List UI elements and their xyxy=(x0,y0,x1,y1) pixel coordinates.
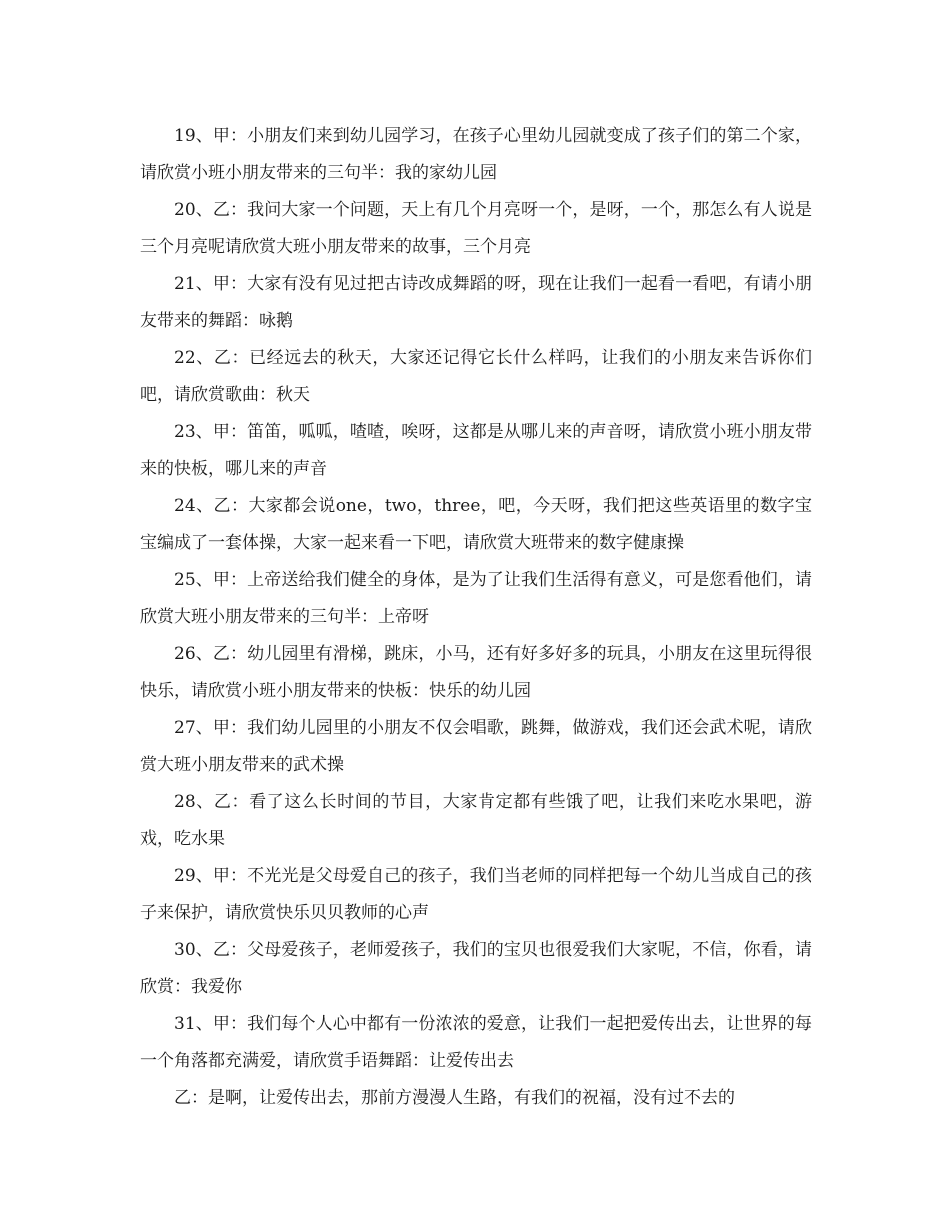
paragraph-21: 21、甲：大家有没有见过把古诗改成舞蹈的呀，现在让我们一起看一看吧，有请小朋友带来的舞蹈：咏鹅 xyxy=(140,274,812,331)
document-body xyxy=(140,118,812,1117)
paragraph-23: 23、甲：笛笛，呱呱，喳喳，唉呀，这都是从哪儿来的声音呀，请欣赏小班小朋友带来的快板，哪儿来的声音 xyxy=(140,422,812,479)
paragraph-25: 25、甲：上帝送给我们健全的身体，是为了让我们生活得有意义，可是您看他们，请欣赏大班小朋友带来的三句半：上帝呀 xyxy=(140,570,812,627)
paragraph-20: 20、乙：我问大家一个问题，天上有几个月亮呀一个，是呀，一个，那怎么有人说是三个月亮呢请欣赏大班小朋友带来的故事，三个月亮 xyxy=(140,200,812,257)
paragraph-27: 27、甲：我们幼儿园里的小朋友不仅会唱歌，跳舞，做游戏，我们还会武术呢，请欣赏大班小朋友带来的武术操 xyxy=(140,718,812,775)
paragraph-19: 19、甲：小朋友们来到幼儿园学习，在孩子心里幼儿园就变成了孩子们的第二个家，请欣赏小班小朋友带来的三句半：我的家幼儿园 xyxy=(140,126,812,183)
paragraph-31: 31、甲：我们每个人心中都有一份浓浓的爱意，让我们一起把爱传出去，让世界的每一个角落都充满爱，请欣赏手语舞蹈：让爱传出去 xyxy=(140,1014,812,1071)
paragraph-29: 29、甲：不光光是父母爱自己的孩子，我们当老师的同样把每一个幼儿当成自己的孩子来保护，请欣赏快乐贝贝教师的心声 xyxy=(140,866,812,923)
paragraph-26: 26、乙：幼儿园里有滑梯，跳床，小马，还有好多好多的玩具，小朋友在这里玩得很快乐，请欣赏小班小朋友带来的快板：快乐的幼儿园 xyxy=(140,644,812,701)
paragraph-24: 24、乙：大家都会说one，two，three，吧，今天呀，我们把这些英语里的数字宝宝编成了一套体操，大家一起来看一下吧，请欣赏大班带来的数字健康操 xyxy=(140,496,812,553)
paragraph-22: 22、乙：已经远去的秋天，大家还记得它长什么样吗，让我们的小朋友来告诉你们吧，请欣赏歌曲：秋天 xyxy=(140,348,812,405)
paragraph-30: 30、乙：父母爱孩子，老师爱孩子，我们的宝贝也很爱我们大家呢，不信，你看，请欣赏：我爱你 xyxy=(140,940,812,997)
paragraph-closing: 乙：是啊，让爱传出去，那前方漫漫人生路，有我们的祝福，没有过不去的 xyxy=(174,1088,735,1108)
paragraph-28: 28、乙：看了这么长时间的节目，大家肯定都有些饿了吧，让我们来吃水果吧，游戏，吃水果 xyxy=(140,792,812,849)
